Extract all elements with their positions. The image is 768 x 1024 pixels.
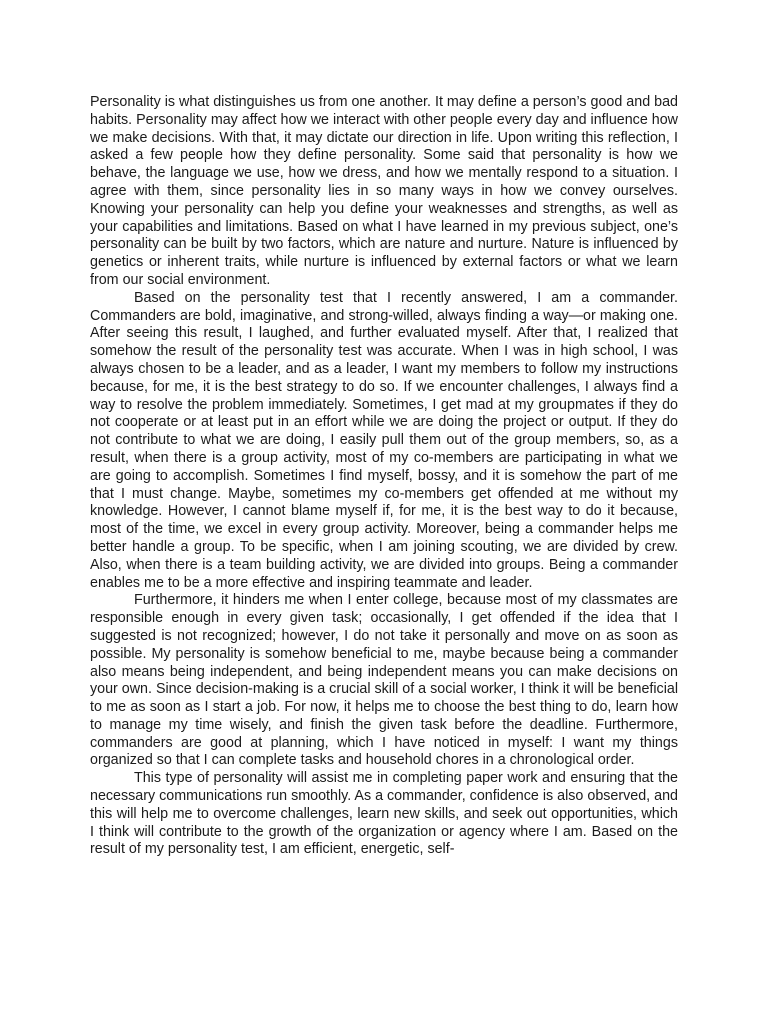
paragraph-3: Furthermore, it hinders me when I enter college, because most of my classmates are responsible enough in every given task; occasionally, I get offended if the idea that I suggested is not recognized; however, I do not take it personally and move on as soon as possible. My personality is somehow beneficial to me, maybe because being a commander also means being independent, and being independent means you can make decisions on your own. Since decision-making is a crucial skill of a social worker, I think it will be beneficial to me as soon as I start a job. For now, it helps me to choose the best thing to do, learn how to manage my time wisely, and finish the given task before the deadline. Furthermore, commanders are good at planning, which I have noticed in myself: I want my things organized so that I can complete tasks and household chores in a chronological order. (90, 592, 679, 769)
paragraph-4: This type of personality will assist me in completing paper work and ensuring that the necessary communications run smoothly. As a commander, confidence is also observed, and this will help me to overcome challenges, learn new skills, and seek out opportunities, which I think will contribute to the growth of the organization or agency where I am. Based on the result of my personality test, I am efficient, energetic, self- (90, 770, 678, 858)
document-page (90, 94, 678, 859)
paragraph-2: Based on the personality test that I recently answered, I am a commander. Commanders are bold, imaginative, and strong-willed, always finding a way—or making one. After seeing this result, I laughed, and further evaluated myself. After that, I realized that somehow the result of the personality test was accurate. When I was in high school, I was always chosen to be a leader, and as a leader, I want my members to follow my instructions because, for me, it is the best strategy to do so. If we encounter challenges, I always find a way to resolve the problem immediately. Sometimes, I get mad at my groupmates if they do not cooperate or at least put in an effort while we are doing the project or output. If they do not contribute to what we are doing, I easily pull them out of the group members, so, as a result, when there is a group activity, most of my co-members are participating in what we are going to accomplish. Sometimes I find myself, bossy, and it is somehow the part of me that I must change. Maybe, sometimes my co-members get offended at me without my knowledge. However, I cannot blame myself if, for me, it is the best way to do it because, most of the time, we excel in every group activity. Moreover, being a commander helps me better handle a group. To be specific, when I am joining scouting, we are divided by crew. Also, when there is a team building activity, we are divided into groups. Being a commander enables me to be a more effective and inspiring teammate and leader. (90, 289, 678, 591)
paragraph-1: Personality is what distinguishes us from one another. It may define a person’s good and bad habits. Personality may affect how we interact with other people every day and influence how we make decisions. With that, it may dictate our direction in life. Upon writing this reflection, I asked a few people how they define personality. Some said that personality is how we behave, the language we use, how we dress, and how we mentally respond to a situation. I agree with them, since personality lies in so many ways in how we convey ourselves. Knowing your personality can help you define your weaknesses and strengths, as well as your capabilities and limitations. Based on what I have learned in my previous subject, one’s personality can be built by two factors, which are nature and nurture. Nature is influenced by genetics or inherent traits, while nurture is influenced by external factors or what we learn from our social environment. (90, 94, 678, 288)
